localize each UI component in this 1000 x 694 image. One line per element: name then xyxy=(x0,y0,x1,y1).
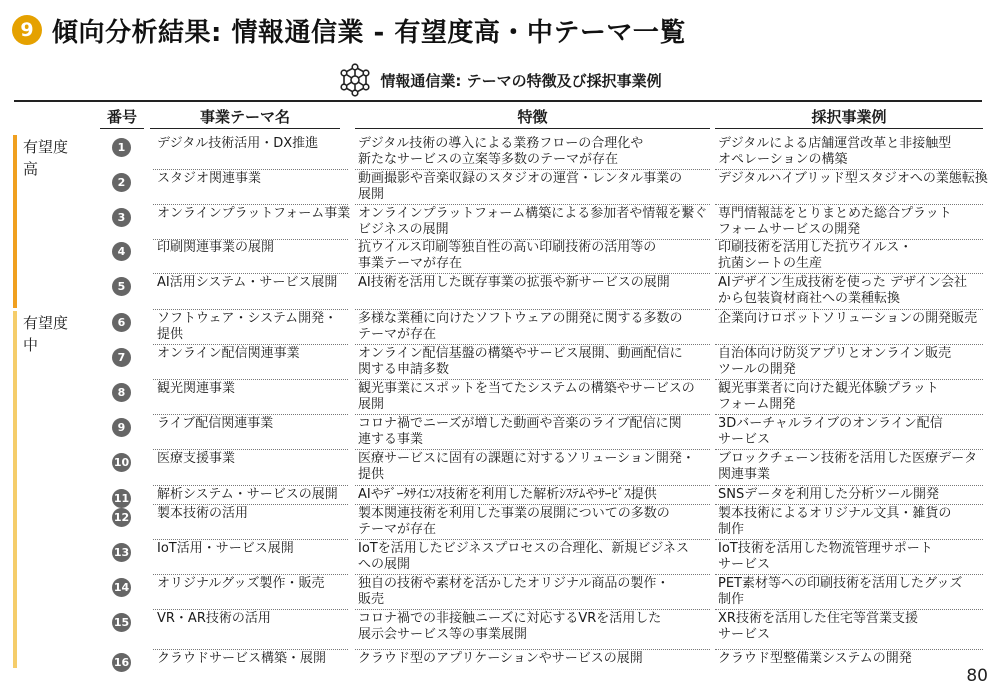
col-header-rule xyxy=(150,128,340,129)
theme-cell-line: 解析システム・サービスの展開 xyxy=(157,487,338,502)
col-header-example: 採択事業例 xyxy=(811,107,887,126)
col-header-theme: 事業テーマ名 xyxy=(199,107,290,126)
row-separator xyxy=(715,449,983,450)
feature-cell-line: IoTを活用したビジネスプロセスの合理化、新規ビジネス xyxy=(358,541,689,556)
row-separator xyxy=(153,414,348,415)
row-number-badge: 10 xyxy=(112,453,131,472)
example-cell-line: オペレーションの構築 xyxy=(718,152,848,167)
example-cell xyxy=(718,346,988,378)
example-cell xyxy=(718,381,988,413)
col-header-feature: 特徴 xyxy=(517,107,548,126)
feature-cell-line: テーマが存在 xyxy=(358,327,437,342)
feature-cell xyxy=(358,206,708,238)
group-label-line: 有望度 xyxy=(23,314,69,332)
feature-cell xyxy=(358,541,708,573)
table-row xyxy=(108,611,982,650)
feature-cell xyxy=(358,487,708,503)
row-separator xyxy=(153,539,348,540)
feature-cell-line: ビジネスの展開 xyxy=(358,222,449,237)
feature-cell-line: 新たなサービスの立案等多数のテーマが存在 xyxy=(358,152,619,167)
row-number-badge: 14 xyxy=(112,578,131,597)
row-separator xyxy=(153,485,348,486)
example-cell-line: 製本技術によるオリジナル文具・雑貨の xyxy=(718,506,952,521)
table-row xyxy=(108,381,982,415)
feature-cell-line: 関する申請多数 xyxy=(358,362,450,377)
col-header-rule xyxy=(715,128,983,129)
feature-cell xyxy=(358,651,708,667)
table-row xyxy=(108,171,988,205)
example-cell xyxy=(718,171,988,187)
feature-cell xyxy=(358,611,708,643)
feature-cell-line: 展示会サービス等の事業展開 xyxy=(358,627,528,642)
page-number: 80 xyxy=(966,666,988,686)
row-separator xyxy=(355,379,710,380)
feature-cell-line: デジタル技術の導入による業務フローの合理化や xyxy=(358,136,644,151)
row-number-badge: 5 xyxy=(112,277,131,296)
row-number-badge: 2 xyxy=(112,173,131,192)
example-cell xyxy=(718,311,988,327)
theme-cell xyxy=(157,206,351,222)
theme-cell xyxy=(157,576,347,592)
example-cell-line: IoT技術を活用した物流管理サポート xyxy=(718,541,933,556)
table-caption-text: 情報通信業: テーマの特徴及び採択事業例 xyxy=(380,71,662,90)
example-cell-line: サービス xyxy=(718,627,771,642)
feature-cell-line: 独自の技術や素材を活かしたオリジナル商品の製作・ xyxy=(358,576,670,591)
theme-cell-line: AI活用システム・サービス展開 xyxy=(157,275,338,290)
row-separator xyxy=(153,273,348,274)
example-cell xyxy=(718,451,988,483)
example-cell xyxy=(718,506,988,538)
example-cell-line: AIデザイン生成技術を使った デザイン会社 xyxy=(718,275,968,290)
row-separator xyxy=(715,204,983,205)
row-separator xyxy=(153,609,348,610)
feature-cell xyxy=(358,451,708,483)
row-separator xyxy=(153,504,348,505)
row-number-badge: 12 xyxy=(112,508,131,527)
theme-cell xyxy=(157,311,347,343)
slide-header xyxy=(12,8,686,52)
example-cell xyxy=(718,240,988,272)
row-number-badge: 6 xyxy=(112,313,131,332)
col-header-rule xyxy=(355,128,710,129)
row-separator xyxy=(715,574,983,575)
row-number-badge: 11 xyxy=(112,489,131,508)
theme-cell-line: VR・AR技術の活用 xyxy=(157,611,271,626)
feature-cell-line: 観光事業にスポットを当てたシステムの構築やサービスの xyxy=(358,381,695,396)
row-separator xyxy=(715,485,983,486)
col-header-number: 番号 xyxy=(106,107,137,126)
feature-cell xyxy=(358,275,708,291)
feature-cell-line: 多様な業種に向けたソフトウェアの開発に関する多数の xyxy=(358,311,683,326)
feature-cell-line: AIやﾃﾞｰﾀｻｲｴﾝｽ技術を利用した解析ｼｽﾃﾑやｻｰﾋﾞｽ提供 xyxy=(358,487,657,502)
row-separator xyxy=(715,309,983,310)
example-cell xyxy=(718,611,988,643)
example-cell xyxy=(718,416,988,448)
example-cell xyxy=(718,275,988,307)
example-cell-line: 関連事業 xyxy=(718,467,771,482)
theme-cell xyxy=(157,451,347,467)
theme-cell-line: スタジオ関連事業 xyxy=(157,171,262,186)
example-cell-line: SNSデータを利用した分析ツール開発 xyxy=(718,487,939,502)
theme-cell-line: デジタル技術活用・DX推進 xyxy=(157,136,319,151)
theme-cell-line: 製本技術の活用 xyxy=(157,506,249,521)
theme-cell xyxy=(157,136,347,152)
table-row xyxy=(108,506,982,540)
table-row xyxy=(108,451,982,486)
example-cell-line: デジタルハイブリッド型スタジオへの業態転換 xyxy=(718,171,988,186)
theme-cell-line: 提供 xyxy=(157,327,184,342)
feature-cell-line: オンラインプラットフォーム構築による参加者や情報を繋ぐ xyxy=(358,206,708,221)
example-cell-line: デジタルによる店舗運営改革と非接触型 xyxy=(718,136,952,151)
row-separator xyxy=(153,449,348,450)
row-separator xyxy=(355,649,710,650)
group-bar-high xyxy=(13,135,17,308)
theme-cell xyxy=(157,506,347,522)
row-separator xyxy=(153,379,348,380)
feature-cell-line: 販売 xyxy=(358,592,385,607)
feature-cell-line: 動画撮影や音楽収録のスタジオの運営・レンタル事業の xyxy=(358,171,683,186)
row-separator xyxy=(715,539,983,540)
example-cell-line: PET素材等への印刷技術を活用したグッズ xyxy=(718,576,963,591)
table-row xyxy=(108,487,982,505)
row-number-badge: 1 xyxy=(112,138,131,157)
network-icon xyxy=(338,63,372,97)
page-title: 傾向分析結果: 情報通信業 - 有望度高・中テーマ一覧 xyxy=(52,17,686,48)
theme-cell-line: ライブ配信関連事業 xyxy=(157,416,274,431)
example-cell-line: フォームサービスの開発 xyxy=(718,222,861,237)
example-cell-line: 自治体向け防災アプリとオンライン販売 xyxy=(718,346,952,361)
theme-cell-line: オンラインプラットフォーム事業 xyxy=(157,206,351,221)
feature-cell xyxy=(358,576,708,608)
theme-cell xyxy=(157,240,347,256)
row-separator xyxy=(355,485,710,486)
feature-cell-line: 事業テーマが存在 xyxy=(358,256,463,271)
row-separator xyxy=(153,574,348,575)
row-separator xyxy=(355,344,710,345)
example-cell xyxy=(718,206,988,238)
feature-cell xyxy=(358,136,708,168)
theme-cell xyxy=(157,171,347,187)
row-number-badge: 16 xyxy=(112,653,131,672)
row-separator xyxy=(153,649,348,650)
feature-cell-line: AI技術を活用した既存事業の拡張や新サービスの展開 xyxy=(358,275,670,290)
theme-cell-line: クラウドサービス構築・展開 xyxy=(157,651,327,666)
row-separator xyxy=(715,649,983,650)
feature-cell-line: への展開 xyxy=(358,557,411,572)
table-row xyxy=(108,136,982,170)
example-cell xyxy=(718,541,988,573)
theme-cell xyxy=(157,381,347,397)
theme-cell-line: 医療支援事業 xyxy=(157,451,236,466)
col-header-rule xyxy=(100,128,144,129)
theme-cell-line: オンライン配信関連事業 xyxy=(157,346,300,361)
row-separator xyxy=(355,504,710,505)
feature-cell xyxy=(358,311,708,343)
example-cell-line: 企業向けロボットソリューションの開発販売 xyxy=(718,311,978,326)
feature-cell-line: 製本関連技術を利用した事業の展開についての多数の xyxy=(358,506,670,521)
example-cell-line: サービス xyxy=(718,432,771,447)
row-separator xyxy=(715,504,983,505)
row-number-badge: 8 xyxy=(112,383,131,402)
theme-cell xyxy=(157,611,347,627)
example-cell-line: 観光事業者に向けた観光体験プラット xyxy=(718,381,939,396)
row-separator xyxy=(355,449,710,450)
row-separator xyxy=(355,309,710,310)
table-row xyxy=(108,576,982,610)
example-cell-line: フォーム開発 xyxy=(718,397,796,412)
example-cell-line: から包装資材商社への業種転換 xyxy=(718,291,901,306)
theme-cell xyxy=(157,651,347,667)
feature-cell-line: 抗ウイルス印刷等独自性の高い印刷技術の活用等の xyxy=(358,240,657,255)
table-row xyxy=(108,651,982,671)
example-cell-line: 抗菌シートの生産 xyxy=(718,256,823,271)
table-row xyxy=(108,275,982,310)
row-separator xyxy=(715,414,983,415)
row-number-badge: 7 xyxy=(112,348,131,367)
feature-cell-line: 提供 xyxy=(358,467,385,482)
theme-cell xyxy=(157,487,347,503)
row-separator xyxy=(355,609,710,610)
section-number-badge: 9 xyxy=(12,15,42,45)
table-row xyxy=(108,541,982,575)
row-separator xyxy=(355,574,710,575)
feature-cell-line: 連する事業 xyxy=(358,432,424,447)
group-label-mid xyxy=(23,312,93,356)
group-label-line: 有望度 xyxy=(23,138,69,156)
group-label-line: 中 xyxy=(23,336,39,354)
row-separator xyxy=(153,204,348,205)
group-bar-mid xyxy=(13,311,17,668)
example-cell-line: 専門情報誌をとりまとめた総合プラット xyxy=(718,206,952,221)
theme-cell xyxy=(157,275,347,291)
row-separator xyxy=(355,169,710,170)
example-cell-line: XR技術を活用した住宅等営業支援 xyxy=(718,611,918,626)
theme-cell-line: オリジナルグッズ製作・販売 xyxy=(157,576,325,591)
table-caption xyxy=(0,64,1000,96)
row-separator xyxy=(355,273,710,274)
feature-cell xyxy=(358,171,708,203)
theme-cell xyxy=(157,416,347,432)
row-number-badge: 4 xyxy=(112,242,131,261)
row-separator xyxy=(715,169,983,170)
row-separator xyxy=(715,344,983,345)
feature-cell-line: 展開 xyxy=(358,187,385,202)
feature-cell xyxy=(358,381,708,413)
example-cell-line: 制作 xyxy=(718,522,745,537)
row-separator xyxy=(715,379,983,380)
row-number-badge: 9 xyxy=(112,418,131,437)
theme-cell xyxy=(157,346,347,362)
row-number-badge: 3 xyxy=(112,208,131,227)
row-separator xyxy=(153,169,348,170)
table-row xyxy=(108,240,982,274)
row-separator xyxy=(153,309,348,310)
example-cell-line: ブロックチェーン技術を活用した医療データ xyxy=(718,451,978,466)
feature-cell-line: クラウド型のアプリケーションやサービスの展開 xyxy=(358,651,643,666)
feature-cell-line: 展開 xyxy=(358,397,385,412)
example-cell-line: クラウド型整備業システムの開発 xyxy=(718,651,912,666)
group-label-high xyxy=(23,136,93,180)
row-separator xyxy=(715,273,983,274)
feature-cell xyxy=(358,416,708,448)
theme-cell-line: ソフトウェア・システム開発・ xyxy=(157,311,338,326)
feature-cell-line: 医療サービスに固有の課題に対するソリューション開発・ xyxy=(358,451,695,466)
feature-cell xyxy=(358,346,708,378)
example-cell xyxy=(718,651,988,667)
example-cell-line: 制作 xyxy=(718,592,745,607)
feature-cell-line: テーマが存在 xyxy=(358,522,437,537)
example-cell xyxy=(718,576,988,608)
example-cell-line: 印刷技術を活用した抗ウイルス・ xyxy=(718,240,913,255)
row-separator xyxy=(355,414,710,415)
table-top-rule xyxy=(14,100,982,102)
row-separator xyxy=(715,609,983,610)
example-cell xyxy=(718,136,988,168)
theme-cell xyxy=(157,541,347,557)
feature-cell xyxy=(358,506,708,538)
feature-cell xyxy=(358,240,708,272)
example-cell-line: サービス xyxy=(718,557,771,572)
table-row xyxy=(108,206,982,240)
row-number-badge: 15 xyxy=(112,613,131,632)
row-number-badge: 13 xyxy=(112,543,131,562)
row-separator xyxy=(355,204,710,205)
example-cell xyxy=(718,487,988,503)
table-row xyxy=(108,311,982,345)
theme-cell-line: IoT活用・サービス展開 xyxy=(157,541,294,556)
theme-cell-line: 印刷関連事業の展開 xyxy=(157,240,275,255)
theme-cell-line: 観光関連事業 xyxy=(157,381,236,396)
example-cell-line: 3Dバーチャルライブのオンライン配信 xyxy=(718,416,943,431)
feature-cell-line: コロナ禍での非接触ニーズに対応するVRを活用した xyxy=(358,611,662,626)
feature-cell-line: コロナ禍でニーズが増した動画や音楽のライブ配信に関 xyxy=(358,416,682,431)
group-label-line: 高 xyxy=(23,160,39,178)
example-cell-line: ツールの開発 xyxy=(718,362,796,377)
row-separator xyxy=(355,539,710,540)
feature-cell-line: オンライン配信基盤の構築やサービス展開、動画配信に xyxy=(358,346,683,361)
table-row xyxy=(108,346,982,380)
row-separator xyxy=(153,344,348,345)
table-row xyxy=(108,416,982,450)
